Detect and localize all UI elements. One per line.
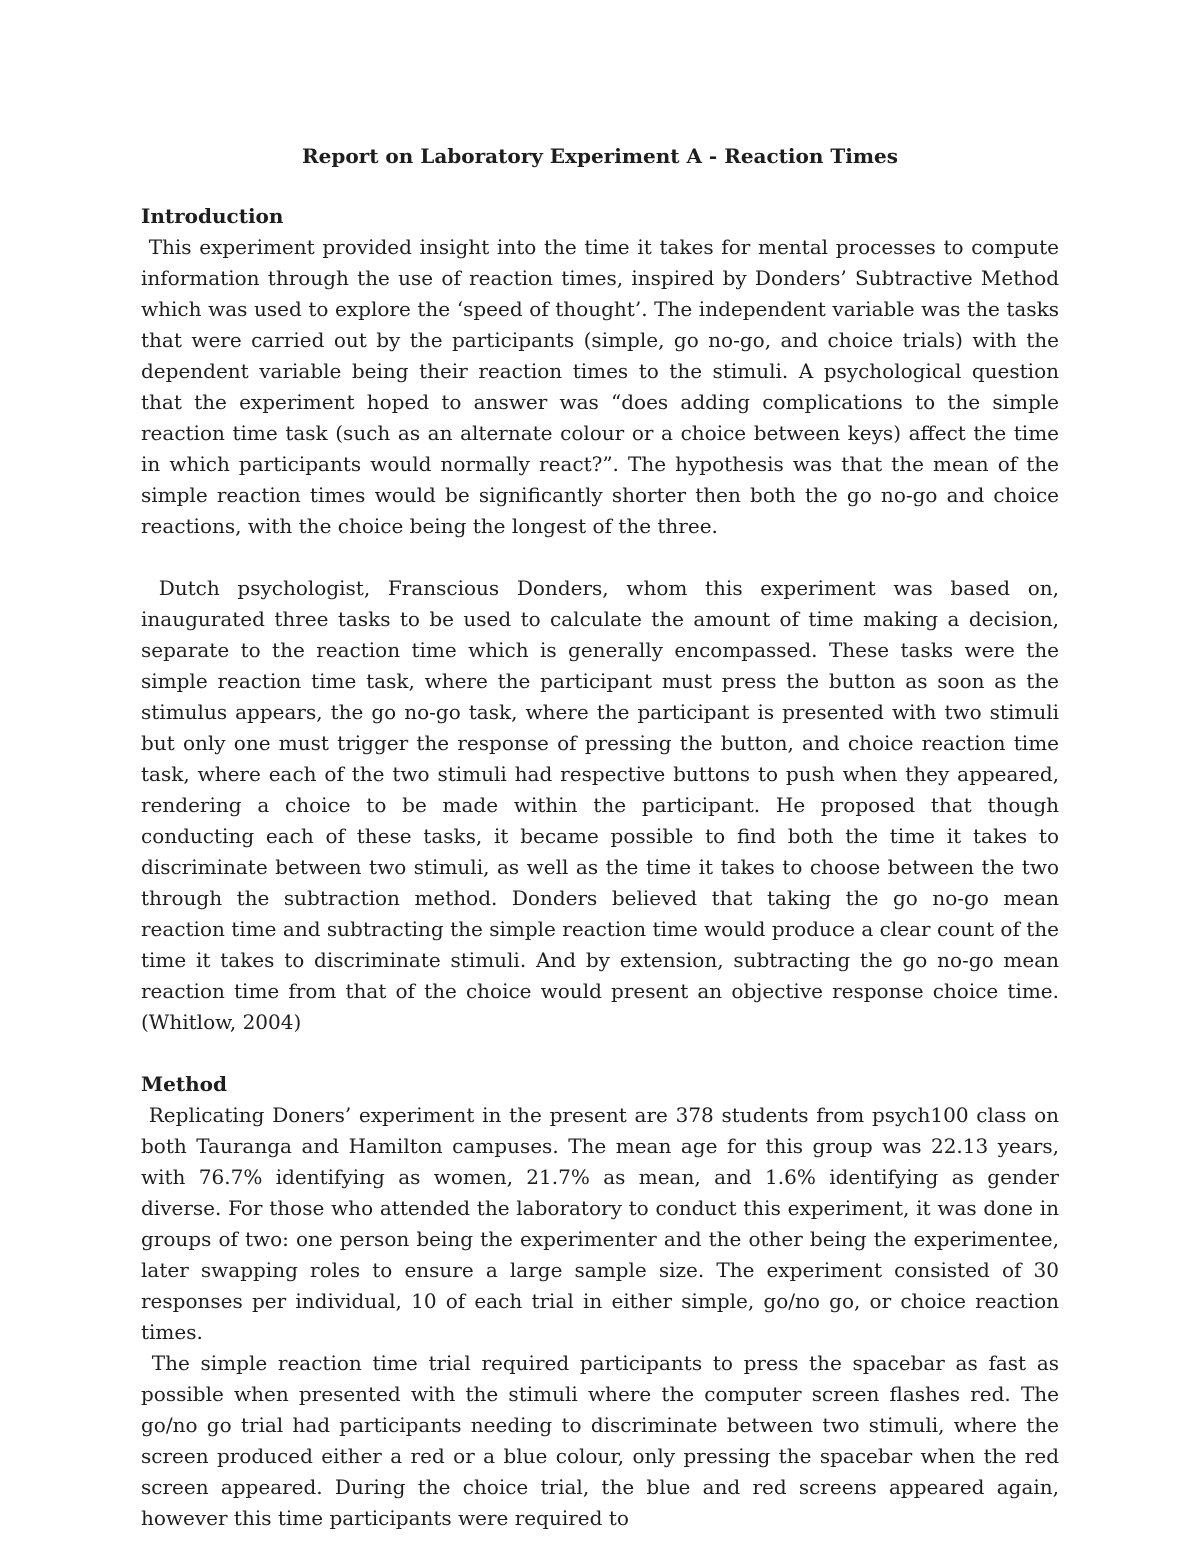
section-heading-method: Method	[141, 1072, 227, 1096]
method-paragraph-1: Replicating Doners’ experiment in the present are 378 students from psych100 class on both Tauranga and Hamilton campuses. The mean age for this group was 22.13 years, with 76.7% identifying as women, 21.7% as mean, and 1.6% identifying as gender diverse. For those who attended the laboratory to conduct this experiment, it was done in groups of two: one person being the experimenter and the other being the experimentee, later swapping roles to ensure a large sample size. The experiment consisted of 30 responses per individual, 10 of each trial in either simple, go/no go, or choice reaction times.	[141, 1103, 1066, 1344]
spacer	[141, 172, 1059, 201]
introduction-paragraph-2: Dutch psychologist, Franscious Donders, whom this experiment was based on, inaugurated three tasks to be used to calculate the amount of time making a decision, separate to the reaction time which is generally encompassed. These tasks were the simple reaction time task, where the participant must press the button as soon as the stimulus appears, the go no-go task, where the participant is presented with two stimuli but only one must trigger the response of pressing the button, and choice reaction time task, where each of the two stimuli had respective buttons to push when they appeared, rendering a choice to be made within the participant. He proposed that though conducting each of these tasks, it became possible to find both the time it takes to discriminate between two stimuli, as well as the time it takes to choose between the two through the subtraction method. Donders believed that taking the go no-go mean reaction time and subtracting the simple reaction time would produce a clear count of the time it takes to discriminate stimuli. And by extension, subtracting the go no-go mean reaction time from that of the choice would present an objective response choice time. (Whitlow, 2004)	[141, 576, 1066, 1034]
method-paragraph-2: The simple reaction time trial required participants to press the spacebar as fast as possible when presented with the stimuli where the computer screen flashes red. The go/no go trial had participants needing to discriminate between two stimuli, where the screen produced either a red or a blue colour, only pressing the spacebar when the red screen appeared. During the choice trial, the blue and red screens appeared again, however this time participants were required to	[141, 1351, 1066, 1530]
document-title: Report on Laboratory Experiment A - Reaction Times	[302, 144, 898, 168]
spacer	[141, 1038, 1059, 1069]
spacer	[141, 542, 1059, 573]
introduction-paragraph-1: This experiment provided insight into the time it takes for mental processes to compute information through the use of reaction times, inspired by Donders’ Subtractive Method which was used to explore the ‘speed of thought’. The independent variable was the tasks that were carried out by the participants (simple, go no-go, and choice trials) with the dependent variable being their reaction times to the stimuli. A psychological question that the experiment hoped to answer was “does adding complications to the simple reaction time task (such as an alternate colour or a choice between keys) affect the time in which participants would normally react?”. The hypothesis was that the mean of the simple reaction times would be significantly shorter then both the go no-go and choice reactions, with the choice being the longest of the three.	[141, 235, 1066, 538]
section-heading-introduction: Introduction	[141, 204, 284, 228]
document-body	[141, 140, 1066, 1534]
